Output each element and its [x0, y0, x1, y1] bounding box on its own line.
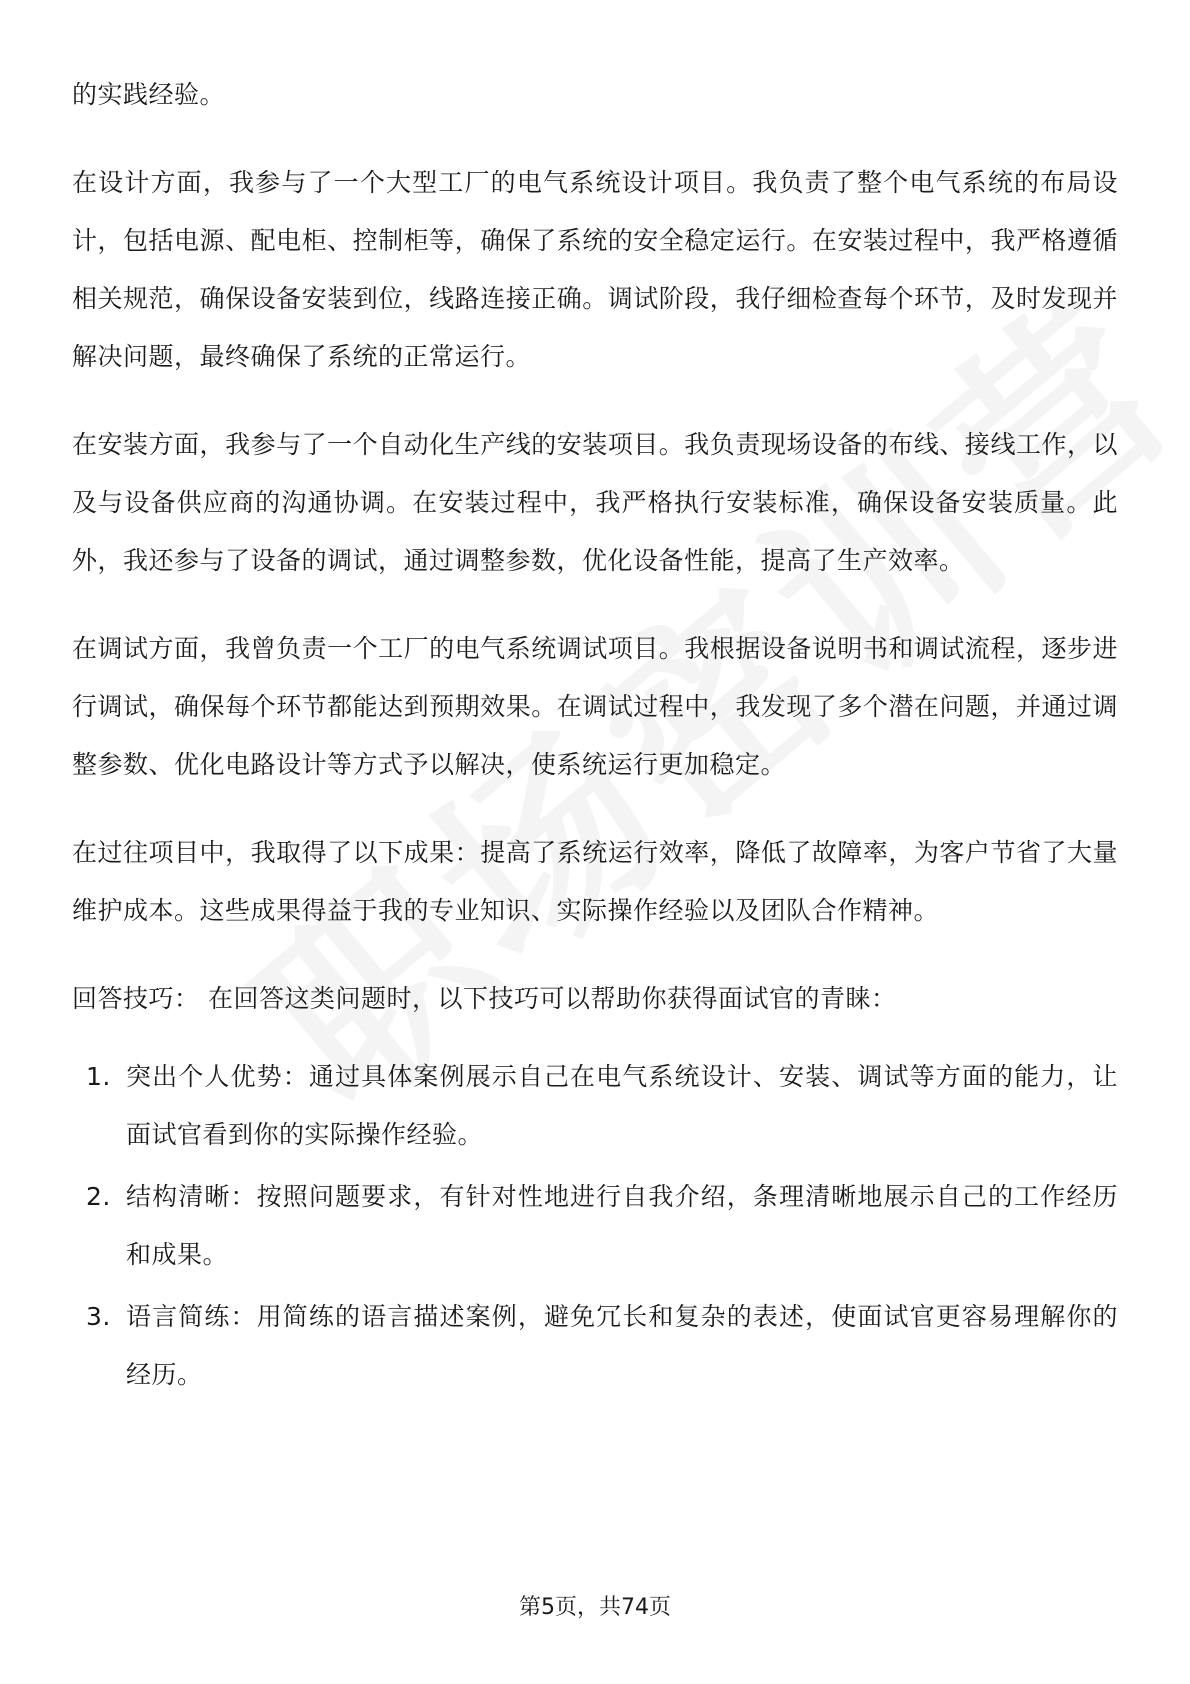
paragraph-debugging: 在调试方面，我曾负责一个工厂的电气系统调试项目。我根据设备说明书和调试流程，逐步进行调试，确保每个环节都能达到预期效果。在调试过程中，我发现了多个潜在问题，并通过调整参数、优化电路设计等方式予以解决，使系统运行更加稳定。: [72, 634, 1118, 779]
list-item-text: 结构清晰：按照问题要求，有针对性地进行自我介绍，条理清晰地展示自己的工作经历和成果。: [126, 1182, 1118, 1269]
paragraph-design: 在设计方面，我参与了一个大型工厂的电气系统设计项目。我负责了整个电气系统的布局设计，包括电源、配电柜、控制柜等，确保了系统的安全稳定运行。在安装过程中，我严格遵循相关规范，确保设备安装到位，线路连接正确。调试阶段，我仔细检查每个环节，及时发现并解决问题，最终确保了系统的正常运行。: [72, 168, 1118, 371]
paragraph-continuation: 的实践经验。: [72, 80, 226, 109]
list-item: [72, 1288, 1118, 1404]
page-content: [72, 66, 1118, 1408]
paragraph-installation: 在安装方面，我参与了一个自动化生产线的安装项目。我负责现场设备的布线、接线工作，以及与设备供应商的沟通协调。在安装过程中，我严格执行安装标准，确保设备安装质量。此外，我还参与了设备的调试，通过调整参数，优化设备性能，提高了生产效率。: [72, 430, 1118, 575]
list-item-number: 1.: [86, 1062, 111, 1091]
list-item: [72, 1168, 1118, 1284]
tips-list: [72, 1048, 1118, 1404]
tips-intro: 回答技巧： 在回答这类问题时，以下技巧可以帮助你获得面试官的青睐：: [72, 984, 897, 1013]
page-footer: 第5页，共74页: [519, 1595, 671, 1620]
list-item-text: 语言简练：用简练的语言描述案例，避免冗长和复杂的表述，使面试官更容易理解你的经历。: [126, 1302, 1118, 1389]
list-item: [72, 1048, 1118, 1164]
list-item-number: 2.: [86, 1182, 111, 1211]
list-item-number: 3.: [86, 1302, 111, 1331]
list-item-text: 突出个人优势：通过具体案例展示自己在电气系统设计、安装、调试等方面的能力，让面试官看到你的实际操作经验。: [126, 1062, 1118, 1149]
paragraph-achievements: 在过往项目中，我取得了以下成果：提高了系统运行效率，降低了故障率，为客户节省了大量维护成本。这些成果得益于我的专业知识、实际操作经验以及团队合作精神。: [72, 838, 1118, 925]
